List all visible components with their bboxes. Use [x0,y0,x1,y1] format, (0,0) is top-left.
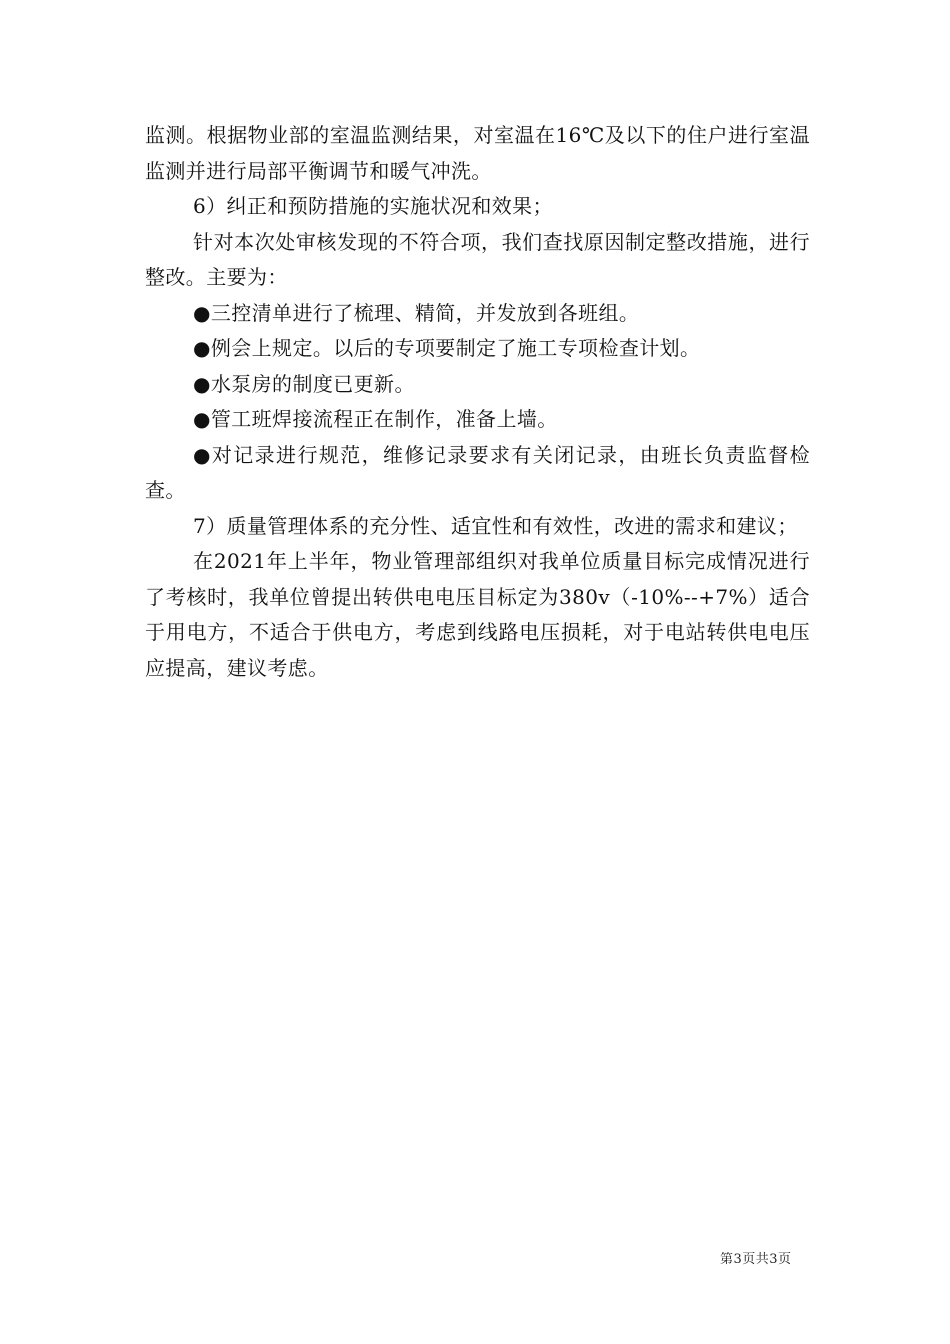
bullet-item-welding-process: ●管工班焊接流程正在制作，准备上墙。 [193,407,558,431]
paragraph-audit-findings: 针对本次处审核发现的不符合项，我们查找原因制定整改措施，进行整改。主要为： [145,229,810,289]
bullet-item-records: ●对记录进行规范，维修记录要求有关闭记录，由班长负责监督检查。 [145,442,810,502]
bullet-item-meeting-rule: ●例会上规定。以后的专项要制定了施工专项检查计划。 [193,336,701,360]
paragraph-room-temperature: 监测。根据物业部的室温监测结果，对室温在16℃及以下的住户进行室温监测并进行局部平衡调节和暖气冲洗。 [145,123,810,183]
heading-quality-system: 7）质量管理体系的充分性、适宜性和有效性，改进的需求和建议； [193,513,798,538]
paragraph-voltage-proposal: 在2021年上半年，物业管理部组织对我单位质量目标完成情况进行了考核时，我单位曾提出转供电电压目标定为380v（-10%--+7%）适合于用电方，不适合于供电方，考虑到线路电压损耗，对于电站转供电电压应提高，建议考虑。 [145,549,810,680]
document-body [145,118,810,686]
bullet-item-checklist: ●三控清单进行了梳理、精简，并发放到各班组。 [193,300,640,325]
bullet-item-pump-room: ●水泵房的制度已更新。 [193,371,415,396]
heading-corrective-measures: 6）纠正和预防措施的实施状况和效果； [193,194,553,218]
page-number: 第3页共3页 [720,1252,792,1267]
